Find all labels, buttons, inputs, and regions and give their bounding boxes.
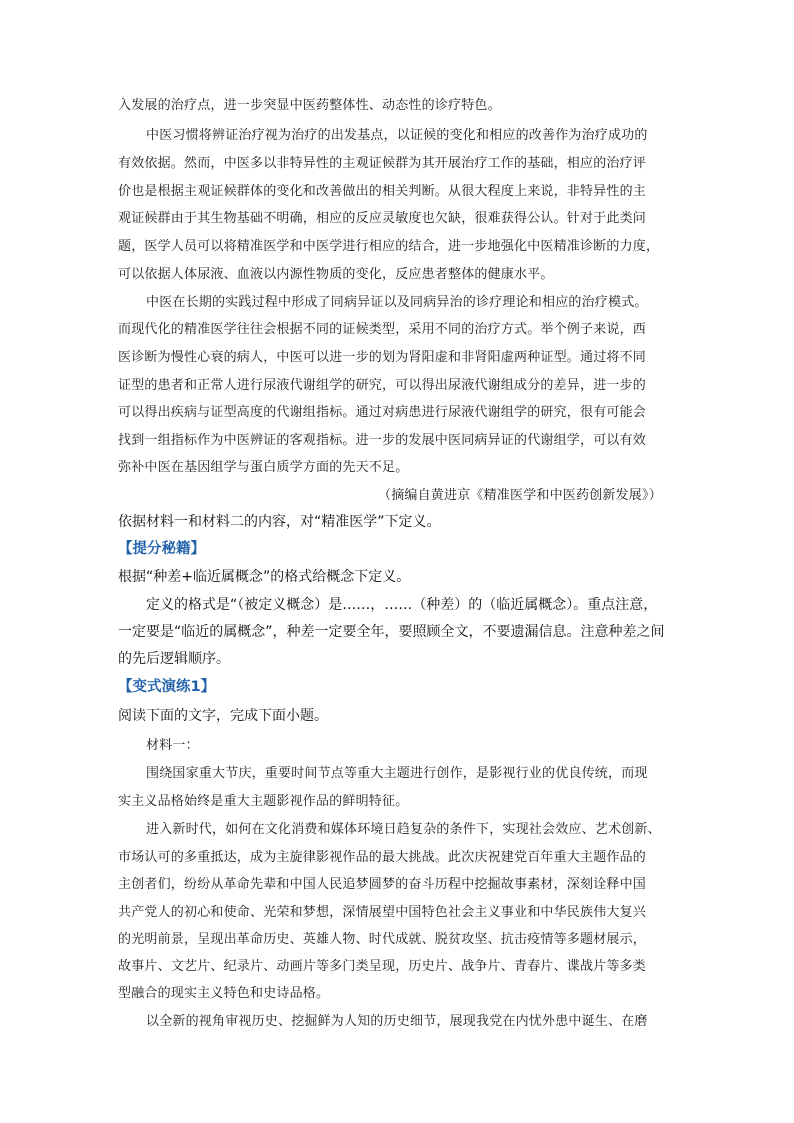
exercise-line: 以全新的视角审视历史、挖掘鲜为人知的历史细节，展现我党在内忧外患中诞生、在磨 <box>146 1014 648 1029</box>
exercise-line: 围绕国家重大节庆，重要时间节点等重大主题进行创作，是影视行业的优良传统，而现 <box>146 766 648 781</box>
passage-line: 证型的患者和正常人进行尿液代谢组学的研究，可以得出尿液代谢组成分的差异，进一步的 <box>118 378 647 393</box>
exercise-line: 故事片、文艺片、纪录片、动画片等多门类呈现，历史片、战争片、青春片、谍战片等多类 <box>118 959 647 974</box>
question-text: 依据材料一和材料二的内容，对“精准医学”下定义。 <box>118 514 441 530</box>
passage-line: 可以依据人体尿液、血液以内源性物质的变化，反应患者整体的健康水平。 <box>118 267 554 282</box>
passage-line: 有效依据。然而，中医多以非特异性的主观证候群为其开展治疗工作的基础，相应的治疗评 <box>118 156 647 171</box>
exercise-heading: 【变式演练1】 <box>118 679 216 695</box>
exercise-line: 实主义品格始终是重大主题影视作品的鲜明特征。 <box>118 794 409 809</box>
exercise-line: 共产党人的初心和使命、光荣和梦想，深情展望中国特色社会主义事业和中华民族伟大复兴 <box>118 905 647 920</box>
passage-line: 医诊断为慢性心衰的病人，中医可以进一步的划为肾阳虚和非肾阳虚两种证型。通过将不同 <box>118 350 647 365</box>
tips-line: 一定要是“临近的属概念”，种差一定要全年，要照顾全文，不要遗漏信息。注意种差之间 <box>118 624 665 640</box>
tips-line: 定义的格式是“（被定义概念）是……，……（种差）的（临近属概念）。重点注意， <box>146 597 658 613</box>
exercise-line: 主创者们，纷纷从革命先辈和中国人民追梦圆梦的奋斗历程中挖掘故事素材，深刻诠释中国 <box>118 877 647 892</box>
material-label: 材料一： <box>146 738 199 753</box>
passage-line: 弥补中医在基因组学与蛋白质学方面的先天不足。 <box>118 460 409 475</box>
passage-source: （摘编自黄进京《精准医学和中医药创新发展》） <box>378 488 662 503</box>
passage-line: 可以得出疾病与证型高度的代谢组指标。通过对病患进行尿液代谢组学的研究，很有可能会 <box>118 405 647 420</box>
passage-line: 中医习惯将辨证治疗视为治疗的出发基点，以证候的变化和相应的改善作为治疗成功的 <box>146 128 648 143</box>
passage-line: 价也是根据主观证候群体的变化和改善做出的相关判断。从很大程度上来说，非特异性的主 <box>118 184 647 199</box>
exercise-line: 进入新时代，如何在文化消费和媒体环境日趋复杂的条件下，实现社会效应、艺术创新、 <box>146 822 661 837</box>
passage-line: 中医在长期的实践过程中形成了同病异证以及同病异治的诊疗理论和相应的治疗模式。 <box>146 295 648 310</box>
exercise-line: 型融合的现实主义特色和史诗品格。 <box>118 986 330 1001</box>
passage-line: 而现代化的精准医学往往会根据不同的证候类型，采用不同的治疗方式。举个例子来说，西 <box>118 322 647 337</box>
exercise-line: 的光明前景，呈现出革命历史、英雄人物、时代成就、脱贫攻坚、抗击疫情等多题材展示， <box>118 932 647 947</box>
tips-line: 的先后逻辑顺序。 <box>118 651 230 667</box>
passage-line: 题，医学人员可以将精准医学和中医学进行相应的结合，进一步地强化中医精准诊断的力度， <box>118 239 660 254</box>
exercise-line: 市场认可的多重抵达，成为主旋律影视作品的最大挑战。此次庆祝建党百年重大主题作品的 <box>118 850 647 865</box>
tips-line: 根据“种差+临近属概念”的格式给概念下定义。 <box>118 569 411 585</box>
exercise-instruction: 阅读下面的文字，完成下面小题。 <box>118 708 328 724</box>
passage-line: 找到一组指标作为中医辨证的客观指标。进一步的发展中医同病异证的代谢组学，可以有效 <box>118 433 647 448</box>
tips-heading: 【提分秘籍】 <box>118 541 205 557</box>
passage-line: 入发展的治疗点，进一步突显中医药整体性、动态性的诊疗特色。 <box>118 98 501 113</box>
passage-line: 观证候群由于其生物基础不明确，相应的反应灵敏度也欠缺，很难获得公认。针对于此类问 <box>118 211 647 226</box>
